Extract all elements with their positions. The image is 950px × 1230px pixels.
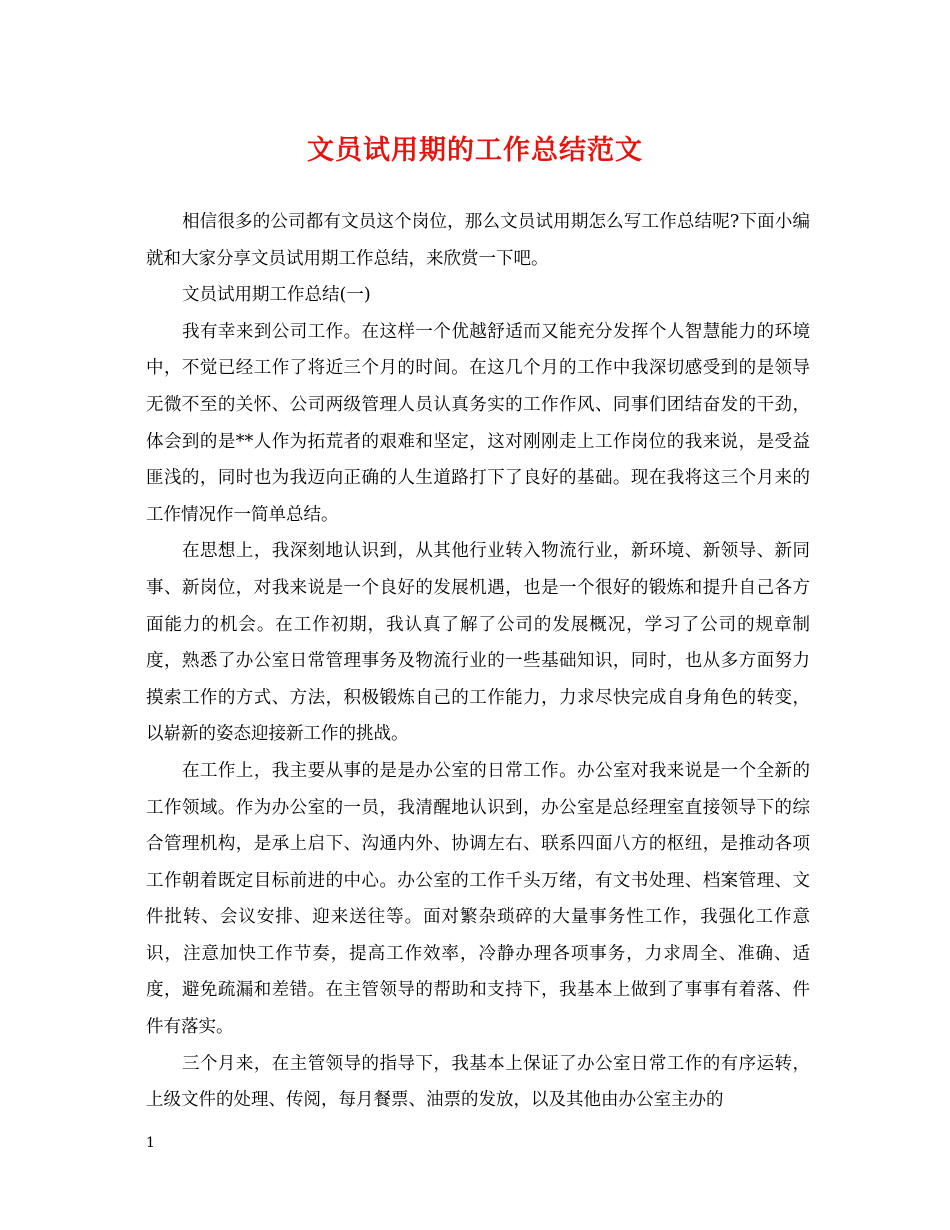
paragraph: 三个月来，在主管领导的指导下，我基本上保证了办公室日常工作的有序运转，上级文件的处理、传阅，每月餐票、油票的发放，以及其他由办公室主办的 bbox=[146, 1053, 810, 1111]
section-heading: 文员试用期工作总结(一) bbox=[182, 285, 371, 306]
paragraph-intro: 相信很多的公司都有文员这个岗位，那么文员试用期怎么写工作总结呢?下面小编就和大家分享文员试用期工作总结，来欣赏一下吧。 bbox=[146, 212, 810, 269]
paragraph: 在工作上，我主要从事的是是办公室的日常工作。办公室对我来说是一个全新的工作领域。作为办公室的一员，我清醒地认识到，办公室是总经理室直接领导下的综合管理机构，是承上启下、沟通内外、协调左右、联系四面八方的枢纽，是推动各项工作朝着既定目标前进的中心。办公室的工作千头万绪，有文书处理、档案管理、文件批转、会议安排、迎来送往等。面对繁杂琐碎的大量事务性工作，我强化工作意识，注意加快工作节奏，提高工作效率，冷静办理各项事务，力求周全、准确、适度，避免疏漏和差错。在主管领导的帮助和支持下，我基本上做到了事事有着落、件件有落实。 bbox=[146, 760, 810, 1038]
paragraph: 我有幸来到公司工作。在这样一个优越舒适而又能充分发挥个人智慧能力的环境中，不觉已经工作了将近三个月的时间。在这几个月的工作中我深切感受到的是领导无微不至的关怀、公司两级管理人员认真务实的工作作风、同事们团结奋发的干劲，体会到的是**人作为拓荒者的艰难和坚定，这对刚刚走上工作岗位的我来说，是受益匪浅的，同时也为我迈向正确的人生道路打下了良好的基础。现在我将这三个月来的工作情况作一简单总结。 bbox=[146, 321, 810, 525]
paragraph: 在思想上，我深刻地认识到，从其他行业转入物流行业，新环境、新领导、新同事、新岗位，对我来说是一个良好的发展机遇，也是一个很好的锻炼和提升自己各方面能力的机会。在工作初期，我认真了解了公司的发展概况，学习了公司的规章制度，熟悉了办公室日常管理事务及物流行业的一些基础知识，同时，也从多方面努力摸索工作的方式、方法，积极锻炼自己的工作能力，力求尽快完成自身角色的转变，以崭新的姿态迎接新工作的挑战。 bbox=[146, 541, 810, 745]
document-body bbox=[146, 204, 810, 1119]
document-title: 文员试用期的工作总结范文 bbox=[307, 135, 643, 166]
page-number: 1 bbox=[146, 1135, 155, 1151]
